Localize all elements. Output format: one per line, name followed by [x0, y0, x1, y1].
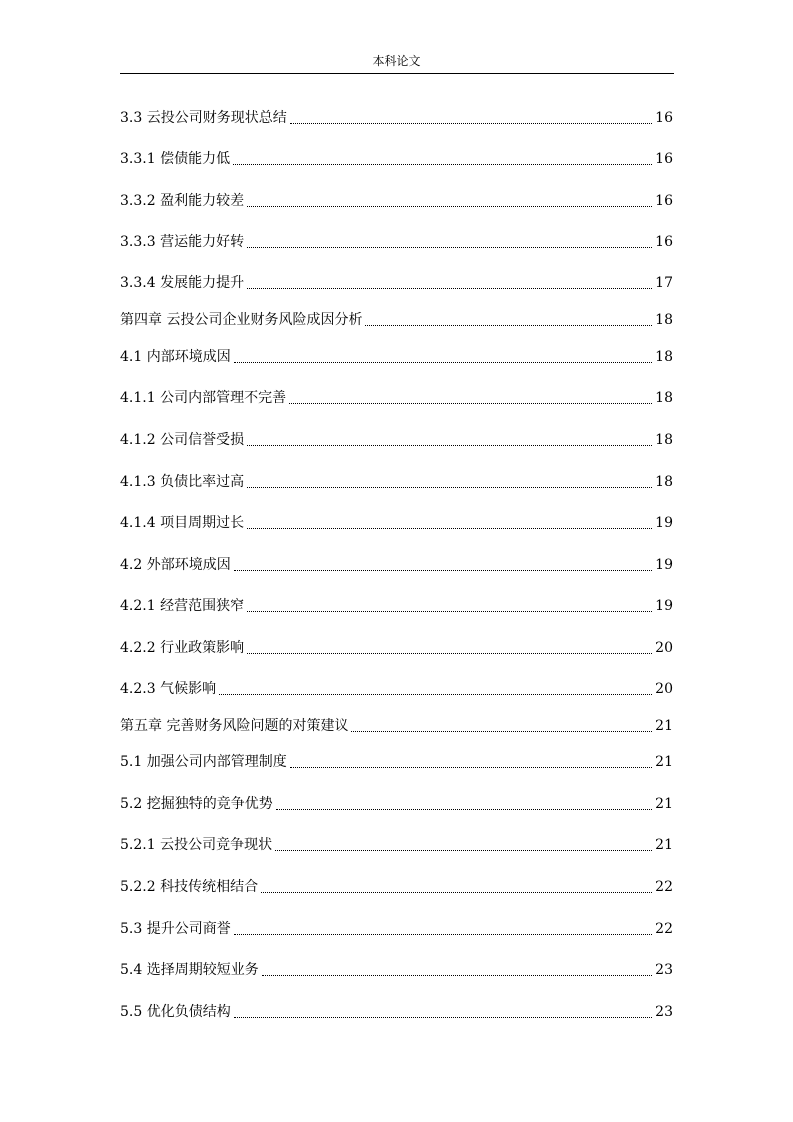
toc-entry-title: 5.4 选择周期较短业务	[120, 962, 259, 978]
toc-entry-page: 16	[655, 151, 673, 167]
toc-entry[interactable]	[120, 190, 673, 210]
toc-entry-page: 17	[655, 275, 673, 291]
toc-entry-title: 5.2.2 科技传统相结合	[120, 879, 259, 895]
toc-entry[interactable]	[120, 715, 673, 735]
toc-entry[interactable]	[120, 1001, 673, 1021]
toc-dot-leader	[275, 850, 652, 851]
toc-entry-title: 3.3.3 营运能力好转	[120, 234, 245, 250]
toc-entry-page: 19	[655, 557, 673, 573]
toc-dot-leader	[233, 164, 652, 165]
toc-dot-leader	[247, 653, 652, 654]
toc-dot-leader	[247, 288, 652, 289]
toc-entry-title: 4.1.3 负债比率过高	[120, 474, 245, 490]
toc-entry-page: 21	[655, 796, 673, 812]
toc-dot-leader	[262, 975, 652, 976]
toc-entry[interactable]	[120, 387, 673, 407]
toc-entry-title: 第五章 完善财务风险问题的对策建议	[120, 718, 349, 734]
toc-entry-page: 20	[655, 681, 673, 697]
toc-entry-page: 21	[655, 718, 673, 734]
toc-entry[interactable]	[120, 876, 673, 896]
toc-dot-leader	[289, 403, 652, 404]
page-header-title: 本科论文	[372, 54, 421, 68]
toc-entry[interactable]	[120, 512, 673, 532]
toc-entry-page: 19	[655, 515, 673, 531]
toc-entry-title: 4.1.4 项目周期过长	[120, 515, 245, 531]
toc-dot-leader	[247, 611, 652, 612]
toc-entry-title: 3.3.4 发展能力提升	[120, 275, 245, 291]
toc-dot-leader	[247, 528, 652, 529]
toc-entry[interactable]	[120, 471, 673, 491]
toc-entry[interactable]	[120, 272, 673, 292]
toc-entry-title: 第四章 云投公司企业财务风险成因分析	[120, 312, 363, 328]
toc-entry[interactable]	[120, 918, 673, 938]
toc-entry[interactable]	[120, 346, 673, 366]
toc-entry-page: 21	[655, 754, 673, 770]
toc-entry-title: 4.2 外部环境成因	[120, 557, 231, 573]
toc-entry-title: 4.1.1 公司内部管理不完善	[120, 390, 287, 406]
toc-entry-page: 21	[655, 837, 673, 853]
toc-entry-page: 20	[655, 640, 673, 656]
toc-entry[interactable]	[120, 678, 673, 698]
toc-entry-page: 18	[655, 474, 673, 490]
toc-entry-title: 5.5 优化负债结构	[120, 1004, 231, 1020]
toc-entry-page: 23	[655, 962, 673, 978]
toc-entry-title: 3.3 云投公司财务现状总结	[120, 110, 287, 126]
toc-dot-leader	[234, 362, 652, 363]
toc-entry[interactable]	[120, 595, 673, 615]
toc-entry[interactable]	[120, 637, 673, 657]
toc-dot-leader	[234, 934, 652, 935]
toc-dot-leader	[351, 731, 652, 732]
toc-entry[interactable]	[120, 554, 673, 574]
toc-dot-leader	[290, 123, 652, 124]
toc-entry[interactable]	[120, 148, 673, 168]
toc-entry-page: 23	[655, 1004, 673, 1020]
toc-entry-title: 4.2.2 行业政策影响	[120, 640, 245, 656]
toc-dot-leader	[247, 445, 652, 446]
toc-entry[interactable]	[120, 231, 673, 251]
toc-entry[interactable]	[120, 751, 673, 771]
toc-entry-title: 4.2.3 气候影响	[120, 681, 217, 697]
toc-entry[interactable]	[120, 309, 673, 329]
toc-entry-title: 5.3 提升公司商誉	[120, 921, 231, 937]
toc-entry-page: 18	[655, 349, 673, 365]
toc-entry-title: 5.2 挖掘独特的竞争优势	[120, 796, 273, 812]
toc-dot-leader	[247, 247, 652, 248]
toc-dot-leader	[219, 694, 652, 695]
toc-entry[interactable]	[120, 107, 673, 127]
toc-entry[interactable]	[120, 834, 673, 854]
toc-entry-title: 4.1.2 公司信誉受损	[120, 432, 245, 448]
toc-entry-page: 19	[655, 598, 673, 614]
toc-dot-leader	[247, 487, 652, 488]
toc-entry[interactable]	[120, 429, 673, 449]
toc-entry-page: 18	[655, 390, 673, 406]
toc-entry-title: 4.2.1 经营范围狭窄	[120, 598, 245, 614]
toc-dot-leader	[234, 1017, 652, 1018]
toc-entry[interactable]	[120, 793, 673, 813]
toc-entry-page: 16	[655, 234, 673, 250]
toc-entry-title: 3.3.1 偿债能力低	[120, 151, 231, 167]
toc-entry-page: 22	[655, 879, 673, 895]
toc-entry-page: 16	[655, 110, 673, 126]
toc-entry-page: 18	[655, 432, 673, 448]
toc-dot-leader	[276, 809, 652, 810]
toc-entry-page: 18	[655, 312, 673, 328]
toc-entry-title: 3.3.2 盈利能力较差	[120, 193, 245, 209]
toc-entry-page: 16	[655, 193, 673, 209]
toc-entry-page: 22	[655, 921, 673, 937]
toc-entry-title: 5.2.1 云投公司竞争现状	[120, 837, 273, 853]
toc-entry[interactable]	[120, 959, 673, 979]
toc-dot-leader	[290, 767, 652, 768]
toc-dot-leader	[247, 206, 652, 207]
toc-dot-leader	[234, 570, 652, 571]
toc-dot-leader	[365, 325, 652, 326]
toc-entry-title: 5.1 加强公司内部管理制度	[120, 754, 287, 770]
toc-entry-title: 4.1 内部环境成因	[120, 349, 231, 365]
toc-dot-leader	[261, 892, 652, 893]
